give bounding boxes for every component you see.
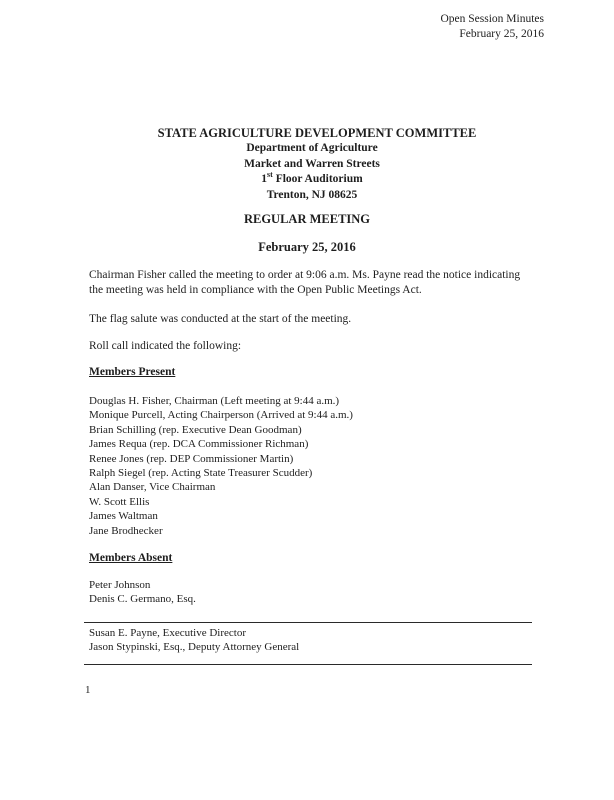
list-item: Jason Stypinski, Esq., Deputy Attorney General: [89, 641, 300, 654]
floor-rest: Floor Auditorium: [275, 173, 363, 185]
list-item: Douglas H. Fisher, Chairman (Left meeting at 9:44 a.m.): [89, 395, 340, 407]
street-address: Market and Warren Streets: [244, 157, 380, 170]
meeting-date-heading: February 25, 2016: [258, 240, 356, 254]
list-item: Denis C. Germano, Esq.: [89, 593, 196, 606]
call-to-order-paragraph: Chairman Fisher called the meeting to order at 9:06 a.m. Ms. Payne read the notice indicating the meeting was held in compliance with the Open Public Meetings Act.: [89, 269, 521, 296]
floor-suffix: st: [267, 170, 273, 180]
members-present-heading: Members Present: [89, 366, 176, 378]
city-address: Trenton, NJ 08625: [266, 188, 358, 201]
divider-rule: [84, 622, 532, 623]
list-item: Brian Schilling (rep. Executive Dean Goodman): [89, 423, 302, 436]
list-item: W. Scott Ellis: [89, 495, 150, 508]
members-absent-list: [89, 578, 196, 607]
committee-name: STATE AGRICULTURE DEVELOPMENT COMMITTEE: [157, 126, 477, 140]
page-number: 1: [85, 684, 91, 696]
list-item: Jane Brodhecker: [89, 524, 163, 537]
list-item: Monique Purcell, Acting Chairperson (Arrived at 9:44 a.m.): [89, 409, 353, 422]
list-item: Alan Danser, Vice Chairman: [89, 481, 216, 494]
floor-location: [10, 172, 614, 188]
corner-date: February 25, 2016: [459, 28, 544, 40]
department-name: Department of Agriculture: [246, 142, 378, 154]
list-item: Peter Johnson: [89, 579, 151, 591]
list-item: Renee Jones (rep. DEP Commissioner Martin): [89, 452, 294, 465]
floor-number: 1: [261, 173, 268, 185]
list-item: James Waltman: [89, 510, 158, 523]
members-present-list: [89, 394, 353, 538]
members-absent-heading: Members Absent: [89, 552, 173, 564]
meeting-type-heading: REGULAR MEETING: [243, 212, 371, 226]
list-item: Ralph Siegel (rep. Acting State Treasurer Scudder): [89, 467, 313, 480]
list-item: James Requa (rep. DCA Commissioner Richman): [89, 438, 309, 451]
document-corner-label: [441, 12, 545, 42]
roll-call-paragraph: Roll call indicated the following:: [89, 340, 242, 352]
staff-list: [89, 626, 299, 655]
divider-rule: [84, 664, 532, 665]
letterhead: [0, 125, 614, 203]
corner-title: Open Session Minutes: [440, 13, 544, 25]
list-item: Susan E. Payne, Executive Director: [89, 627, 247, 639]
flag-salute-paragraph: The flag salute was conducted at the start of the meeting.: [89, 313, 352, 325]
